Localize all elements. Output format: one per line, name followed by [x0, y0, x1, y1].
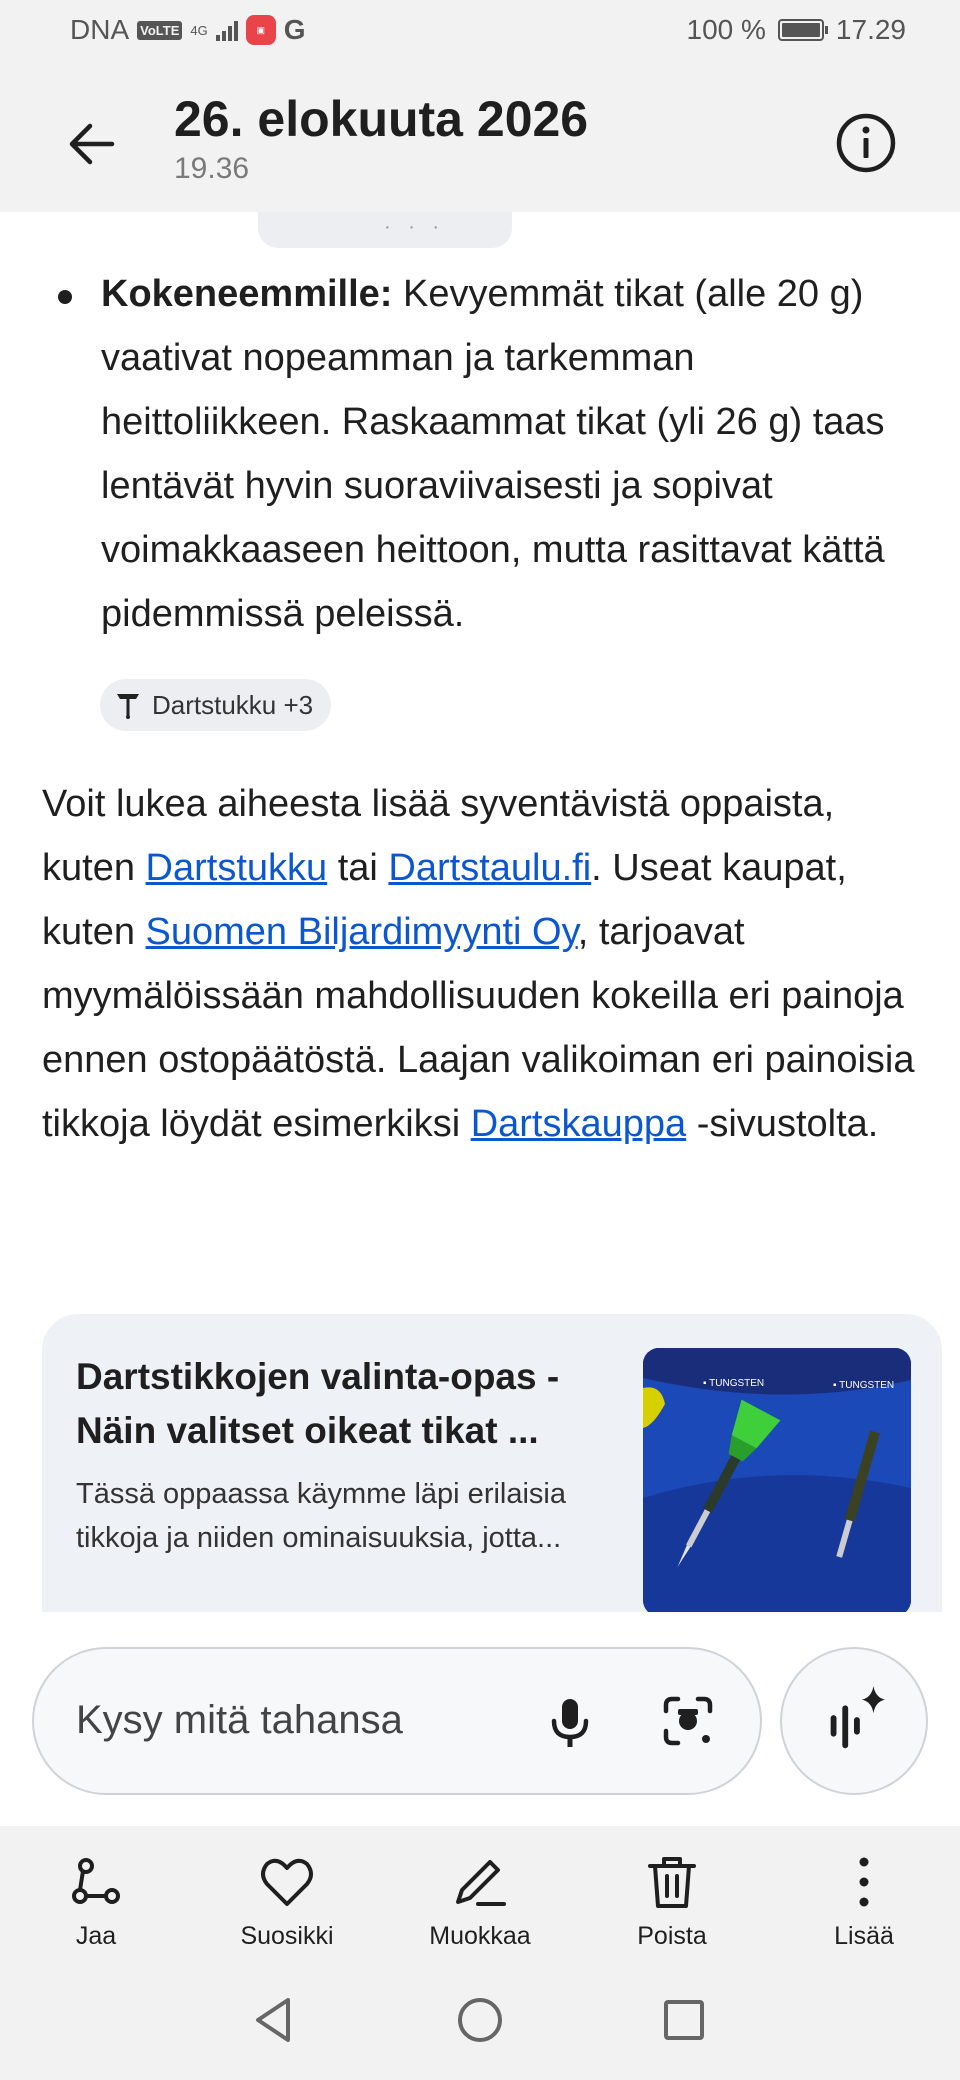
back-button[interactable] [60, 109, 130, 179]
svg-text:▪ TUNGSTEN: ▪ TUNGSTEN [833, 1380, 895, 1391]
partial-chip-edge: · · · [384, 216, 446, 238]
web-result-card[interactable] [42, 1314, 942, 1612]
para-text-3: . Useat kaupat, kuten [42, 847, 847, 953]
para-text-5: -sivustolta. [686, 1103, 879, 1145]
more-vert-icon [832, 1850, 896, 1914]
more-label: Lisää [834, 1922, 894, 1950]
battery-percent: 100 % [686, 14, 766, 45]
camera-lens-button[interactable] [652, 1685, 724, 1757]
source-chip-partial[interactable] [258, 212, 512, 248]
link-dartskauppa[interactable]: Dartskauppa [470, 1103, 687, 1145]
microphone-icon [554, 1699, 586, 1747]
info-button[interactable] [826, 103, 906, 183]
share-label: Jaa [75, 1922, 117, 1950]
delete-label: Poista [637, 1922, 707, 1950]
network-type: 4G [190, 22, 208, 38]
card-title: Dartstikkojen valinta-opas - Näin valitset oikeat tikat ... [76, 1356, 560, 1451]
carrier-label: DNA [70, 14, 130, 45]
app-header [0, 64, 960, 212]
nav-home-icon[interactable] [450, 1990, 510, 2050]
bottom-action-bar [0, 1826, 960, 1960]
battery-icon [778, 19, 824, 41]
edit-action[interactable] [400, 1826, 560, 1960]
system-navigation-bar [0, 1960, 960, 2080]
bullet-dot [58, 290, 72, 304]
page-subtitle-time: 19.36 [174, 152, 250, 185]
para-text-4: , tarjoavat myymälöissään mahdollisuuden kokeilla eri painoja ennen ostopäätöstä. Laajan valikoiman eri painoisia tikkoja löydät esimerkiksi [42, 911, 915, 1145]
sparkle-waveform-icon [831, 1686, 885, 1748]
camera-lens-icon [666, 1699, 710, 1743]
link-suomen-biljardimyynti[interactable]: Suomen Biljardimyynti Oy [145, 911, 578, 953]
bullet-body: Kevyemmät tikat (alle 20 g) vaativat nopeamman ja tarkemman heittoliikkeen. Raskaammat tikat (yli 26 g) taas lentävät hyvin suoraviivaisesti ja sopivat voimakkaaseen heittoon, mutta rasittavat kättä pidemmissä peleissä. [101, 273, 885, 635]
nav-recents-icon[interactable] [654, 1990, 714, 2050]
pencil-icon [448, 1850, 512, 1914]
status-left [70, 14, 306, 46]
nav-back-icon[interactable] [244, 1990, 304, 2050]
back-arrow-icon [72, 126, 112, 162]
info-icon [839, 116, 893, 170]
share-icon [64, 1850, 128, 1914]
delete-action[interactable] [592, 1826, 752, 1960]
page-title: 26. elokuuta 2026 [174, 91, 589, 147]
app-notification-icon: ▣ [246, 15, 276, 45]
body-paragraph [42, 772, 922, 1156]
more-action[interactable] [784, 1826, 944, 1960]
source-chip-label: Dartstukku +3 [152, 689, 314, 720]
svg-text:▪ TUNGSTEN: ▪ TUNGSTEN [703, 1378, 765, 1389]
favorite-action[interactable] [207, 1826, 367, 1960]
prompt-input[interactable] [32, 1647, 762, 1795]
link-dartstaulu[interactable]: Dartstaulu.fi [388, 847, 592, 889]
clock: 17.29 [835, 14, 906, 45]
para-text-1: Voit lukea aiheesta lisää syventävistä oppaista, kuten [42, 783, 835, 889]
signal-icon [216, 19, 238, 41]
link-dartstukku[interactable]: Dartstukku [145, 847, 328, 889]
darts-favicon-icon [114, 690, 142, 720]
heart-icon [255, 1850, 319, 1914]
volte-badge: VoLTE [137, 21, 182, 40]
live-voice-button[interactable] [780, 1647, 928, 1795]
para-text-2: tai [327, 847, 389, 889]
google-notification-icon: G [283, 14, 306, 45]
card-description: Tässä oppaassa käymme läpi erilaisia tikkoja ja niiden ominaisuuksia, jotta... [76, 1478, 566, 1554]
bullet-label: Kokeneemmille: [101, 273, 393, 315]
status-bar [0, 0, 960, 64]
card-thumbnail-image [643, 1348, 911, 1612]
favorite-label: Suosikki [240, 1922, 334, 1950]
bullet-item [101, 262, 921, 646]
prompt-placeholder: Kysy mitä tahansa [76, 1698, 403, 1742]
edit-label: Muokkaa [429, 1922, 531, 1950]
source-chip[interactable] [100, 679, 331, 731]
status-right [687, 14, 906, 46]
share-action[interactable] [16, 1826, 176, 1960]
trash-icon [640, 1850, 704, 1914]
chat-response-content [0, 212, 960, 1612]
microphone-button[interactable] [534, 1685, 606, 1757]
